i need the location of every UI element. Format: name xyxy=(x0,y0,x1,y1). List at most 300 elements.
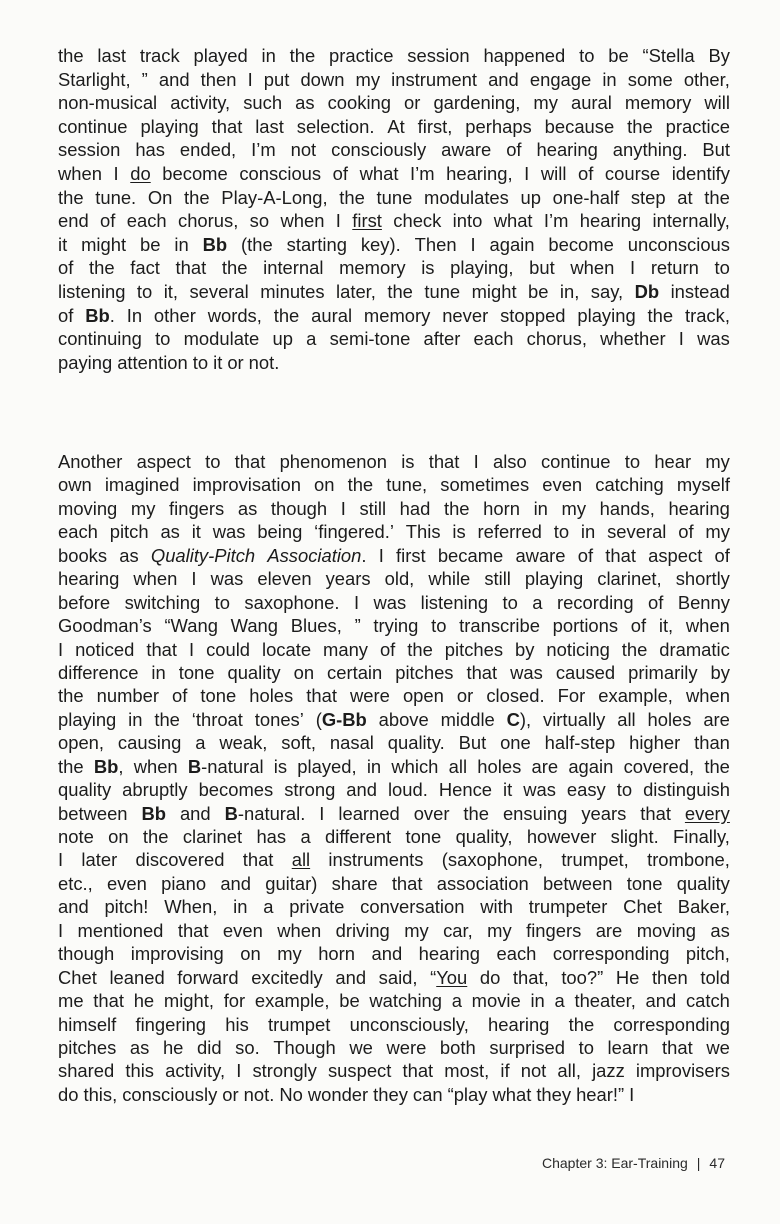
text-segment: return xyxy=(650,257,699,279)
text-segment: my xyxy=(277,943,302,965)
text-segment: mentioned xyxy=(77,919,164,941)
text-segment: practice xyxy=(665,115,730,137)
text-segment: a xyxy=(554,990,565,1012)
text-segment: ‘throat xyxy=(191,708,243,730)
word xyxy=(548,233,613,257)
text-line xyxy=(58,304,730,328)
text-segment: moving xyxy=(58,497,118,519)
word xyxy=(659,638,730,661)
word xyxy=(58,351,112,375)
text-segment: so xyxy=(249,210,270,232)
word xyxy=(629,1083,634,1106)
word xyxy=(373,1083,408,1106)
word xyxy=(297,115,375,139)
word xyxy=(100,209,115,233)
word xyxy=(524,162,529,186)
word xyxy=(480,966,500,989)
text-segment: a xyxy=(300,826,311,847)
text-segment: I xyxy=(319,802,325,824)
word xyxy=(95,186,136,210)
word xyxy=(710,919,729,942)
text-segment: I xyxy=(58,849,64,871)
text-segment: on xyxy=(293,661,315,683)
text-segment: was xyxy=(697,328,730,350)
text-segment: covered, xyxy=(623,755,695,777)
text-segment: Baker, xyxy=(677,896,730,918)
word xyxy=(172,684,187,707)
text-line xyxy=(58,44,730,68)
word xyxy=(219,731,267,754)
text-segment: aware xyxy=(441,139,492,161)
word xyxy=(536,138,597,162)
word xyxy=(295,91,314,115)
text-segment: “Stella xyxy=(642,45,695,66)
text-segment: eleven xyxy=(257,568,312,590)
word xyxy=(143,825,169,848)
text-segment: I xyxy=(335,210,341,232)
word xyxy=(350,684,390,707)
word xyxy=(442,848,543,871)
word xyxy=(466,661,497,684)
word xyxy=(624,755,695,778)
word xyxy=(223,919,263,942)
text-segment: car, xyxy=(443,919,473,941)
text-segment: one-half xyxy=(552,186,620,208)
text-segment: up xyxy=(520,186,541,208)
word xyxy=(515,544,565,567)
text-segment: difference xyxy=(58,661,139,683)
text-segment: as xyxy=(160,521,180,543)
text-segment: the xyxy=(58,45,84,66)
text-segment: I xyxy=(58,919,64,941)
text-segment: in xyxy=(151,661,166,683)
word xyxy=(428,567,470,590)
word xyxy=(93,989,124,1012)
word xyxy=(484,567,511,590)
text-segment: trumpet xyxy=(267,1013,331,1035)
word xyxy=(300,825,310,848)
word xyxy=(107,872,147,895)
word xyxy=(580,209,641,233)
word xyxy=(611,825,659,848)
word xyxy=(662,1036,693,1059)
word xyxy=(58,708,116,731)
text-segment: (the xyxy=(241,233,273,255)
word xyxy=(500,304,565,328)
text-segment: memory xyxy=(363,304,431,326)
text-segment: aware xyxy=(515,544,566,566)
text-segment: my xyxy=(355,68,381,90)
word xyxy=(206,638,250,661)
text-line xyxy=(58,802,730,825)
word xyxy=(355,614,361,637)
word xyxy=(195,731,205,754)
text-segment: a xyxy=(263,896,274,918)
underlined-text: do xyxy=(130,162,151,184)
footer-separator: | xyxy=(696,1155,701,1171)
word xyxy=(244,591,339,614)
text-segment: aspect xyxy=(136,451,191,472)
text-segment: books xyxy=(58,544,108,566)
text-segment: practice xyxy=(329,45,394,66)
word xyxy=(602,68,616,92)
text-segment: many xyxy=(323,638,368,660)
text-segment: ” xyxy=(141,68,148,90)
text-segment: quality xyxy=(676,872,730,894)
word xyxy=(339,186,365,210)
text-line xyxy=(58,708,730,731)
text-segment: shared xyxy=(58,1060,115,1082)
word xyxy=(613,138,688,162)
text-segment: closed. xyxy=(486,685,545,707)
text-segment: it xyxy=(503,779,513,801)
word xyxy=(289,895,344,918)
word xyxy=(274,304,300,328)
text-segment: that xyxy=(640,802,671,824)
text-segment: hearing, xyxy=(446,162,513,184)
word xyxy=(503,778,512,801)
text-segment: to xyxy=(578,1036,594,1058)
word xyxy=(369,989,442,1012)
word xyxy=(598,684,673,707)
underlined-text: every xyxy=(684,802,730,824)
text-segment: quality xyxy=(227,661,281,683)
word xyxy=(617,778,632,801)
word xyxy=(327,661,382,684)
text-segment: are xyxy=(531,755,559,777)
text-segment: the xyxy=(621,638,648,660)
text-segment: each xyxy=(126,210,167,232)
text-segment: tone xyxy=(405,826,442,847)
text-segment: will xyxy=(704,92,730,114)
bold-text: Bb xyxy=(85,304,110,326)
text-segment: example, xyxy=(598,685,673,707)
text-segment: trying xyxy=(373,615,419,637)
text-segment: by xyxy=(710,661,730,683)
text-segment: trumpeter xyxy=(528,896,608,918)
word xyxy=(268,1013,330,1036)
text-segment: gardening, xyxy=(433,92,521,114)
word xyxy=(387,115,404,139)
text-segment: weak, xyxy=(219,732,268,754)
word xyxy=(280,209,324,233)
word xyxy=(164,614,217,637)
text-segment: will xyxy=(540,162,567,184)
text-segment: playing xyxy=(577,304,636,326)
text-segment: was xyxy=(210,568,244,590)
word xyxy=(597,567,661,590)
word xyxy=(58,233,67,257)
word xyxy=(431,614,446,637)
text-segment: is xyxy=(273,755,288,777)
text-segment: “ xyxy=(430,966,437,988)
text-segment: of xyxy=(172,685,188,707)
word xyxy=(477,520,541,543)
word xyxy=(141,802,166,825)
text-segment: it xyxy=(191,521,201,543)
word xyxy=(379,708,429,731)
text-segment: association xyxy=(436,872,529,894)
word xyxy=(686,614,730,637)
word xyxy=(191,567,196,590)
word xyxy=(58,280,125,304)
text-segment: that xyxy=(466,661,498,683)
word xyxy=(677,186,692,210)
text-segment: aspect xyxy=(648,544,703,566)
text-line xyxy=(58,848,730,871)
word xyxy=(401,450,414,473)
text-segment: loud. xyxy=(387,779,428,801)
text-segment: but xyxy=(529,257,555,279)
text-segment: non-musical xyxy=(58,92,158,114)
word xyxy=(483,44,565,68)
word xyxy=(58,327,142,351)
word xyxy=(131,497,156,520)
word xyxy=(705,520,730,543)
word xyxy=(58,802,128,825)
word xyxy=(58,473,92,496)
text-segment: to xyxy=(431,615,447,637)
text-segment: are xyxy=(595,919,623,941)
word xyxy=(413,1083,443,1106)
word xyxy=(608,44,628,68)
text-segment: when xyxy=(58,162,102,184)
text-segment: of xyxy=(630,615,647,637)
text-segment: happened xyxy=(483,45,566,66)
word xyxy=(628,661,697,684)
word xyxy=(319,802,324,825)
text-segment: words, xyxy=(207,304,262,326)
word xyxy=(629,731,680,754)
word xyxy=(686,942,730,965)
word xyxy=(410,162,435,186)
word xyxy=(180,138,236,162)
text-segment: to xyxy=(136,280,153,302)
word xyxy=(331,138,426,162)
text-segment: several xyxy=(189,280,249,302)
word xyxy=(137,450,191,473)
word xyxy=(170,91,230,115)
word xyxy=(251,966,323,989)
text-segment: on xyxy=(240,943,261,965)
word xyxy=(236,1059,241,1082)
word xyxy=(617,708,635,731)
text-segment: In xyxy=(126,304,143,326)
word xyxy=(316,708,367,731)
word xyxy=(579,1036,594,1059)
bold-text: Bb xyxy=(141,802,166,824)
word xyxy=(243,91,282,115)
word xyxy=(571,91,612,115)
text-segment: transcribe xyxy=(459,615,540,637)
text-segment: causing xyxy=(117,732,182,754)
text-segment: could xyxy=(206,638,251,660)
text-segment: the xyxy=(704,186,730,208)
word xyxy=(429,450,460,473)
word xyxy=(58,256,73,280)
word xyxy=(239,162,321,186)
word xyxy=(463,802,489,825)
word xyxy=(530,989,544,1012)
word xyxy=(442,304,488,328)
word xyxy=(503,802,567,825)
text-segment: No xyxy=(279,1083,303,1105)
word xyxy=(58,520,98,543)
text-segment: ( xyxy=(315,708,322,730)
word xyxy=(613,1013,730,1036)
word xyxy=(715,256,730,280)
paragraph-2 xyxy=(58,450,730,1106)
word xyxy=(483,497,520,520)
text-segment: primarily xyxy=(628,661,698,683)
word xyxy=(318,942,355,965)
word xyxy=(704,186,730,210)
word xyxy=(194,44,248,68)
text-line xyxy=(58,138,730,162)
word xyxy=(264,68,290,92)
word xyxy=(118,731,181,754)
text-segment: with xyxy=(480,896,513,918)
word xyxy=(561,848,628,871)
word xyxy=(162,162,227,186)
text-segment: that xyxy=(306,685,337,707)
text-segment: and xyxy=(58,896,89,918)
text-segment: fingering xyxy=(135,1013,207,1035)
text-segment: key). xyxy=(360,233,401,255)
word xyxy=(255,115,284,139)
word xyxy=(625,450,640,473)
text-segment: But xyxy=(458,732,487,754)
text-segment: himself xyxy=(58,1013,117,1035)
word xyxy=(243,848,274,871)
text-segment: etc., xyxy=(58,872,93,894)
text-segment: On xyxy=(147,186,173,208)
text-segment: is xyxy=(421,257,435,279)
text-segment: to xyxy=(502,591,518,613)
text-segment: internally, xyxy=(652,210,730,232)
word xyxy=(500,1059,509,1082)
word xyxy=(163,1036,183,1059)
text-segment: not. xyxy=(243,1083,275,1105)
text-segment: identify xyxy=(671,162,730,184)
text-segment: we xyxy=(706,1036,730,1058)
text-segment: I xyxy=(630,257,636,279)
word xyxy=(708,44,729,68)
text-segment: corresponding xyxy=(552,943,670,965)
word xyxy=(443,919,473,942)
text-segment: still xyxy=(484,568,511,590)
word xyxy=(472,989,521,1012)
word xyxy=(205,450,220,473)
word xyxy=(58,895,89,918)
text-segment: strongly xyxy=(252,1060,317,1082)
word xyxy=(137,280,152,304)
word xyxy=(244,1083,275,1106)
text-segment: and xyxy=(335,966,367,988)
text-segment: was xyxy=(212,521,246,543)
word xyxy=(671,280,730,304)
text-segment: pitches xyxy=(58,1036,117,1058)
text-line xyxy=(58,638,730,661)
word xyxy=(456,825,513,848)
word xyxy=(388,778,428,801)
word xyxy=(164,895,217,918)
text-segment: hearing xyxy=(58,568,120,590)
page-footer xyxy=(542,1155,725,1171)
text-segment: first, xyxy=(417,115,453,137)
word xyxy=(119,544,138,567)
text-segment: continuing xyxy=(58,328,142,350)
text-segment: the xyxy=(58,186,84,208)
word xyxy=(506,138,521,162)
word xyxy=(404,91,420,115)
text-segment: my xyxy=(561,497,587,519)
text-segment: each xyxy=(496,943,537,965)
word xyxy=(240,942,260,965)
word xyxy=(497,942,537,965)
text-segment: do xyxy=(58,1083,79,1105)
text-segment: put xyxy=(263,68,290,90)
text-segment: course xyxy=(604,162,661,184)
text-segment: even xyxy=(222,919,263,941)
word xyxy=(421,591,488,614)
text-segment: did xyxy=(197,1036,222,1058)
text-segment: that xyxy=(605,544,636,566)
bold-text: B xyxy=(224,802,238,824)
bold-text: Bb xyxy=(93,755,119,777)
text-segment: hearing xyxy=(668,497,730,519)
word xyxy=(542,473,582,496)
text-segment: I xyxy=(113,162,119,184)
word xyxy=(233,895,247,918)
text-segment: of xyxy=(379,638,396,660)
word xyxy=(715,544,730,567)
word xyxy=(146,638,177,661)
text-line xyxy=(58,544,730,567)
text-segment: were xyxy=(386,1036,427,1058)
word xyxy=(349,1036,373,1059)
text-segment: what xyxy=(493,210,533,232)
text-segment: also xyxy=(492,451,527,472)
bold-text: B xyxy=(187,755,202,777)
text-segment: become xyxy=(548,233,614,255)
word xyxy=(58,989,84,1012)
text-line xyxy=(58,1013,730,1036)
text-segment: said, xyxy=(378,966,418,988)
word xyxy=(58,825,94,848)
text-segment: referred xyxy=(477,521,542,543)
text-segment: playing xyxy=(524,568,584,590)
text-line xyxy=(58,919,730,942)
text-segment: tone xyxy=(200,685,237,707)
text-segment: was xyxy=(510,661,543,683)
word xyxy=(507,708,532,731)
text-segment: learned xyxy=(338,802,400,824)
word xyxy=(89,256,115,280)
word xyxy=(494,209,533,233)
text-segment: selection. xyxy=(296,115,375,137)
text-segment: he xyxy=(133,990,155,1012)
word xyxy=(556,661,615,684)
text-segment: improvisers xyxy=(635,1060,730,1082)
text-segment: , xyxy=(118,755,124,777)
text-segment: Then xyxy=(414,233,457,255)
text-segment: me xyxy=(58,990,84,1012)
text-line xyxy=(58,778,730,801)
text-segment: to xyxy=(214,591,230,613)
text-segment: in xyxy=(602,68,617,90)
text-segment: learn xyxy=(607,1036,649,1058)
